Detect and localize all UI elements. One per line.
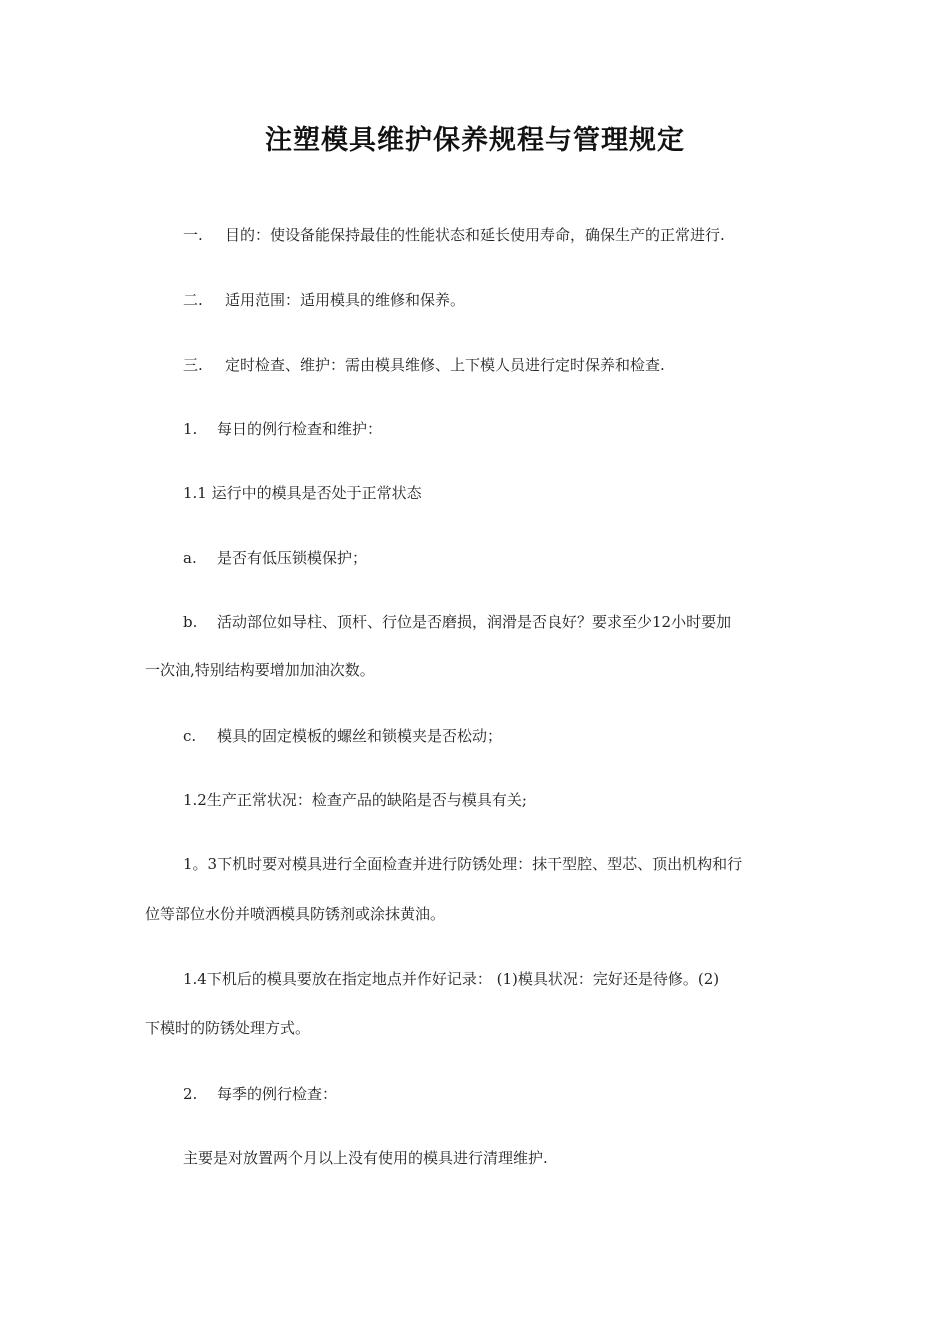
section-purpose [183, 225, 725, 245]
section-text: 定时检查、维护：需由模具维修、上下模人员进行定时保养和检查. [225, 356, 665, 374]
section-label: 一. [183, 226, 203, 244]
section-inspection [183, 355, 665, 375]
item-label: 2. [183, 1085, 198, 1103]
section-text: 目的：使设备能保持最佳的性能状态和延长使用寿命，确保生产的正常进行. [225, 226, 725, 244]
sub-item-label: c. [183, 727, 197, 745]
item-1-3: 1。3下机时要对模具进行全面检查并进行防锈处理：抹干型腔、型芯、顶出机构和行 [183, 855, 743, 873]
item-1-4-continuation: 下模时的防锈处理方式。 [145, 1019, 311, 1037]
daily-heading [183, 419, 382, 439]
sub-item-b-continuation: 一次油,特别结构要增加加油次数。 [145, 661, 375, 679]
item-1-3-continuation: 位等部位水份并喷洒模具防锈剂或涂抹黄油。 [145, 905, 446, 923]
section-label: 三. [183, 356, 203, 374]
sub-item-label: b. [183, 613, 198, 631]
quarterly-heading [183, 1084, 337, 1104]
item-label: 1. [183, 420, 198, 438]
item-1-4: 1.4下机后的模具要放在指定地点并作好记录： (1)模具状况：完好还是待修。(2) [183, 970, 720, 988]
section-scope [183, 290, 465, 310]
item-text: 每日的例行检查和维护： [217, 420, 383, 438]
item-text: 每季的例行检查： [217, 1085, 338, 1103]
sub-item-a [183, 548, 367, 568]
sub-item-label: a. [183, 549, 197, 567]
section-text: 适用范围：适用模具的维修和保养。 [225, 291, 466, 309]
sub-item-text: 是否有低压锁模保护； [217, 549, 368, 567]
quarterly-body: 主要是对放置两个月以上没有使用的模具进行清理维护. [183, 1149, 548, 1167]
sub-item-b [183, 612, 731, 632]
item-1-1: 1.1 运行中的模具是否处于正常状态 [183, 484, 422, 502]
document-title: 注塑模具维护保养规程与管理规定 [265, 125, 685, 156]
sub-item-c [183, 726, 502, 746]
item-1-2: 1.2生产正常状况：检查产品的缺陷是否与模具有关; [183, 791, 527, 809]
sub-item-text: 活动部位如导柱、顶杆、行位是否磨损，润滑是否良好？要求至少12小时要加 [217, 613, 732, 631]
section-label: 二. [183, 291, 203, 309]
sub-item-text: 模具的固定模板的螺丝和锁模夹是否松动； [217, 727, 503, 745]
